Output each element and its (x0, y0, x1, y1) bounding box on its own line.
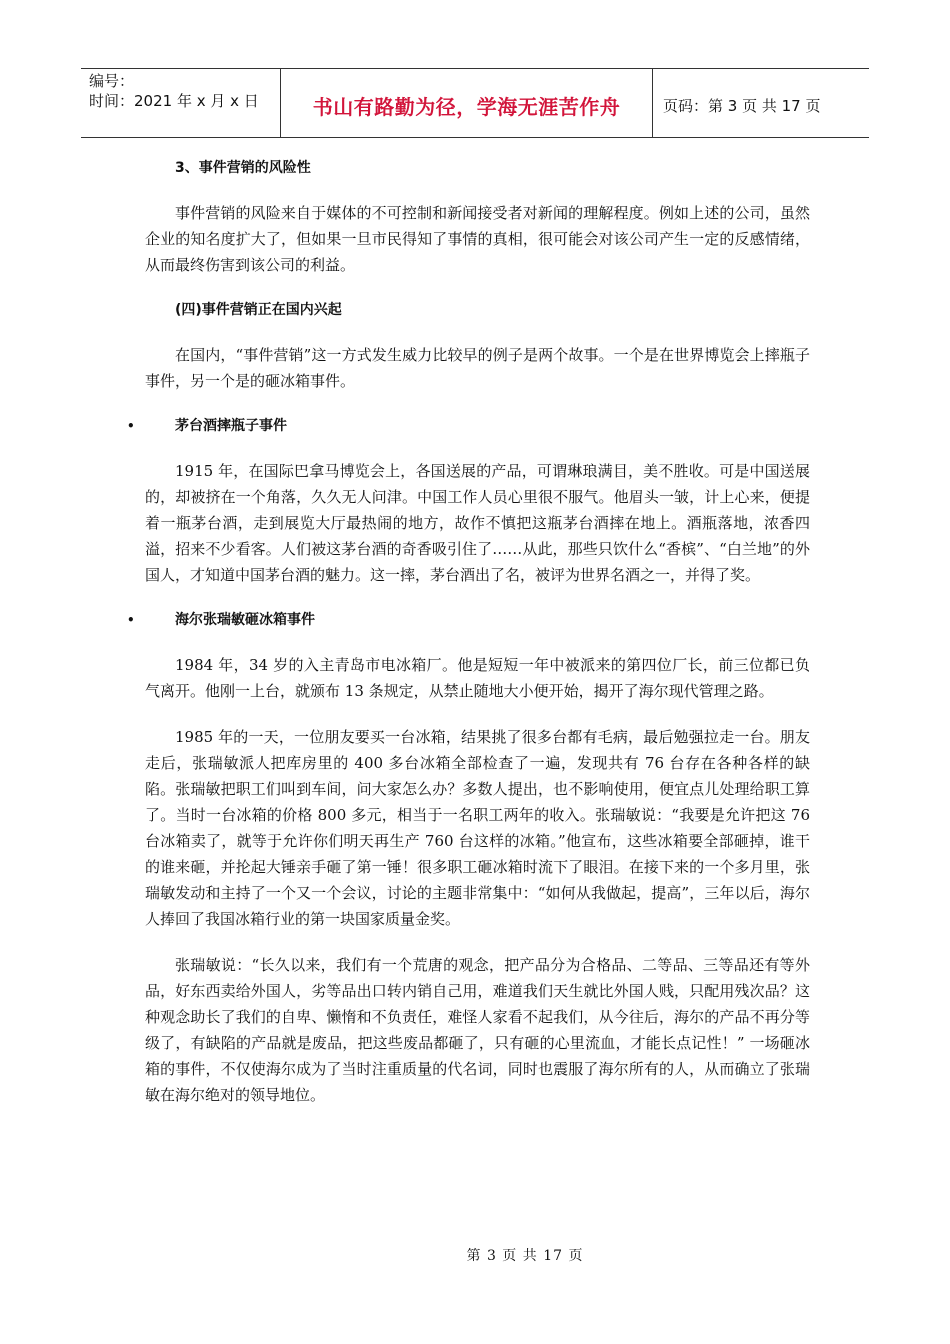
doc-date-label: 时间：2021 年 x 月 x 日 (89, 92, 259, 110)
paragraph-haier-1985: 1985 年的一天，一位朋友要买一台冰箱，结果挑了很多台都有毛病，最后勉强拉走一台。朋友走后，张瑞敏派人把库房里的 400 多台冰箱全部检查了一遍，发现共有 76 台存在各种各样的缺陷。张瑞敏把职工们叫到车间，问大家怎么办？多数人提出，也不影响使用，便宜点儿处理给职工算了。当时一台冰箱的价格 800 多元，相当于一名职工两年的收入。张瑞敏说：“我要是允许把这 76 台冰箱卖了，就等于允许你们明天再生产 760 台这样的冰箱。”他宣布，这些冰箱要全部砸掉，谁干的谁来砸，并抡起大锤亲手砸了第一锤！很多职工砸冰箱时流下了眼泪。在接下来的一个多月里，张瑞敏发动和主持了一个又一个会议，讨论的主题非常集中：“如何从我做起，提高”，三年以后，海尔人捧回了我国冰箱行业的第一块国家质量金奖。 (145, 728, 810, 928)
document-body (127, 156, 810, 1128)
header-page-info (653, 69, 869, 137)
footer-page-number: 第 3 页 共 17 页 (466, 1248, 584, 1264)
bullet-heading-maotai (127, 414, 810, 438)
bullet-icon: • (127, 613, 135, 627)
paragraph-risk: 事件营销的风险来自于媒体的不可控制和新闻接受者对新闻的理解程度。例如上述的公司，虽然企业的知名度扩大了，但如果一旦市民得知了事情的真相，很可能会对该公司产生一定的反感情绪，从而最终伤害到该公司的利益。 (145, 204, 810, 274)
section-heading-domestic: (四)事件营销正在国内兴起 (175, 302, 342, 318)
paragraph-haier-1984: 1984 年，34 岁的入主青岛市电冰箱厂。他是短短一年中被派来的第四位厂长，前三位都已负气离开。他刚一上台，就颁布 13 条规定，从禁止随地大小便开始，揭开了海尔现代管理之路。 (145, 656, 810, 700)
header-motto-cell (281, 69, 653, 137)
bullet-icon: • (127, 419, 135, 433)
header-meta (81, 69, 281, 137)
section-heading-risk: 3、事件营销的风险性 (175, 160, 311, 176)
doc-number-label: 编号： (89, 72, 135, 90)
page-header (81, 68, 869, 138)
bullet-heading-haier (127, 608, 810, 632)
bullet-heading-text: 茅台酒摔瓶子事件 (175, 418, 287, 434)
header-motto: 书山有路勤为径，学海无涯苦作舟 (312, 94, 621, 119)
page-footer (0, 1245, 950, 1265)
page-info-text: 页码：第 3 页 共 17 页 (663, 96, 821, 115)
paragraph-domestic: 在国内，“事件营销”这一方式发生威力比较早的例子是两个故事。一个是在世界博览会上摔瓶子事件，另一个是的砸冰箱事件。 (145, 346, 810, 390)
bullet-heading-text: 海尔张瑞敏砸冰箱事件 (175, 612, 315, 628)
paragraph-haier-quote: 张瑞敏说：“长久以来，我们有一个荒唐的观念，把产品分为合格品、二等品、三等品还有等外品，好东西卖给外国人，劣等品出口转内销自己用，难道我们天生就比外国人贱，只配用残次品？这种观念助长了我们的自卑、懒惰和不负责任，难怪人家看不起我们，从今往后，海尔的产品不再分等级了，有缺陷的产品就是废品，把这些废品都砸了，只有砸的心里流血，才能长点记性！” 一场砸冰箱的事件，不仅使海尔成为了当时注重质量的代名词，同时也震服了海尔所有的人，从而确立了张瑞敏在海尔绝对的领导地位。 (145, 956, 810, 1104)
paragraph-maotai: 1915 年，在国际巴拿马博览会上，各国送展的产品，可谓琳琅满目，美不胜收。可是中国送展的，却被挤在一个角落，久久无人问津。中国工作人员心里很不服气。他眉头一皱，计上心来，便提着一瓶茅台酒，走到展览大厅最热闹的地方，故作不慎把这瓶茅台酒摔在地上。酒瓶落地，浓香四溢，招来不少看客。人们被这茅台酒的奇香吸引住了……从此，那些只饮什么“香槟”、“白兰地”的外国人，才知道中国茅台酒的魅力。这一摔，茅台酒出了名，被评为世界名酒之一，并得了奖。 (145, 462, 810, 584)
